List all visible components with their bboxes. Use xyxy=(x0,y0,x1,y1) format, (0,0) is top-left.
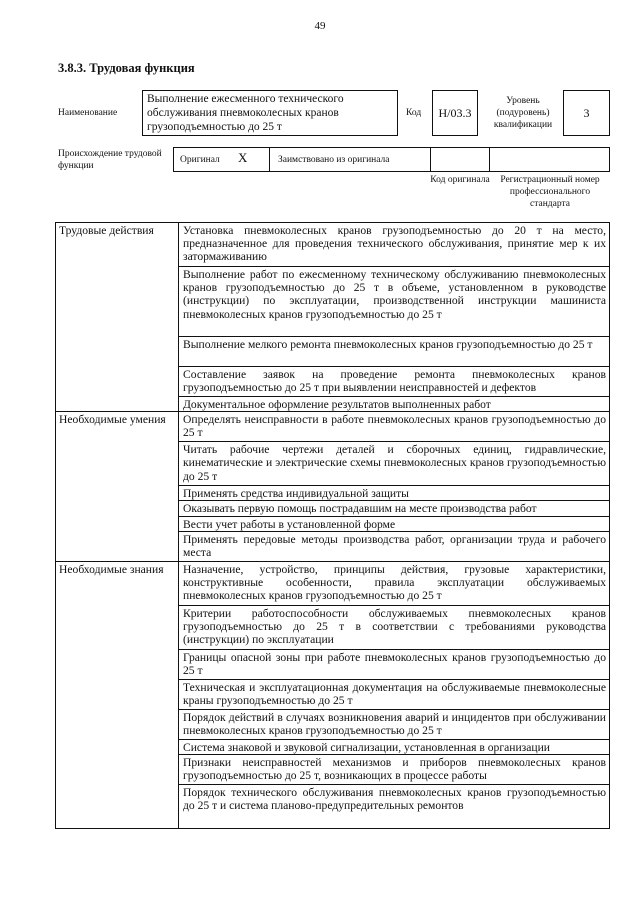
table-cell: Вести учет работы в установленной форме xyxy=(179,516,610,531)
code-label: Код xyxy=(406,108,422,118)
original-mark: X xyxy=(238,150,248,165)
name-label: Наименование xyxy=(58,108,118,118)
page-number: 49 xyxy=(314,20,326,32)
name-value xyxy=(142,90,398,136)
table-cell: Выполнение работ по ежесменному техническому обслуживанию пневмоколесных кранов грузоподъемностью до 25 т в объеме, установленном в руководстве (инструкции) по эксплуатации, производственной инструкции машиниста пневмоколесных кранов грузоподъемностью до 25 т xyxy=(179,267,610,337)
table-cell: Техническая и эксплуатационная документация на обслуживаемые пневмоколесные краны грузоподъемностью до 25 т xyxy=(179,679,610,709)
code-value-text: H/03.3 xyxy=(438,105,472,120)
table-cell: Документальное оформление результатов выполненных работ xyxy=(179,397,610,412)
table-row xyxy=(56,223,610,267)
table-cell: Читать рабочие чертежи деталей и сборочных единиц, гидравлические, кинематические и электрические схемы пневмоколесных кранов грузоподъемностью до 25 т xyxy=(179,442,610,486)
origin-divider-2 xyxy=(430,147,431,172)
function-table xyxy=(55,222,610,829)
table-cell: Порядок технического обслуживания пневмоколесных кранов грузоподъемностью до 25 т и система планово-предупредительных ремонтов xyxy=(179,785,610,829)
level-value xyxy=(563,90,610,136)
table-cell: Признаки неисправностей механизмов и приборов пневмоколесных кранов грузоподъемностью до 25 т, возникающих в процессе работы xyxy=(179,755,610,785)
code-original-label: Код оригинала xyxy=(430,175,490,185)
table-row xyxy=(56,561,610,605)
table-cell: Выполнение мелкого ремонта пневмоколесных кранов грузоподъемностью до 25 т xyxy=(179,337,610,367)
table-cell: Установка пневмоколесных кранов грузоподъемностью до 20 т на место, предназначенное для проведения технического обслуживания, принятие мер к их затормаживанию xyxy=(179,223,610,267)
origin-label: Происхождение трудовой функции xyxy=(58,149,162,171)
table-row xyxy=(56,412,610,442)
table-cell: Применять средства индивидуальной защиты xyxy=(179,486,610,501)
reg-number-label: Регистрационный номер профессионального стандарта xyxy=(500,175,600,209)
table-cell: Применять передовые методы производства работ, организации труда и рабочего места xyxy=(179,531,610,561)
origin-divider-1 xyxy=(269,147,270,172)
category-skills: Необходимые умения xyxy=(56,412,179,562)
table-cell: Оказывать первую помощь пострадавшим на месте производства работ xyxy=(179,501,610,516)
table-cell: Система знаковой и звуковой сигнализации, установленная в организации xyxy=(179,739,610,754)
table-cell: Порядок действий в случаях возникновения аварий и инцидентов при обслуживании пневмоколесных кранов грузоподъемностью до 25 т xyxy=(179,709,610,739)
category-knowledge: Необходимые знания xyxy=(56,561,179,828)
code-value xyxy=(432,90,478,136)
borrowed-label: Заимствовано из оригинала xyxy=(278,155,390,165)
table-cell: Критерии работоспособности обслуживаемых пневмоколесных кранов грузоподъемностью до 25 т в соответствии с требованиями руководства (инструкции) по эксплуатации xyxy=(179,605,610,649)
section-title: 3.8.3. Трудовая функция xyxy=(58,61,195,75)
table-cell: Назначение, устройство, принципы действия, грузовые характеристики, конструктивные особенности, правила эксплуатации обслуживаемых пневмоколесных кранов грузоподъемностью до 25 т xyxy=(179,561,610,605)
name-value-text: Выполнение ежесменного технического обслуживания пневмоколесных кранов грузоподъемностью до 25 т xyxy=(147,93,344,133)
level-label: Уровень (подуровень) квалификации xyxy=(493,96,553,130)
table-cell: Определять неисправности в работе пневмоколесных кранов грузоподъемностью до 25 т xyxy=(179,412,610,442)
category-actions: Трудовые действия xyxy=(56,223,179,412)
origin-divider-3 xyxy=(489,147,490,172)
table-cell: Границы опасной зоны при работе пневмоколесных кранов грузоподъемностью до 25 т xyxy=(179,649,610,679)
level-value-text: 3 xyxy=(583,105,590,120)
original-label: Оригинал xyxy=(180,155,220,165)
table-cell: Составление заявок на проведение ремонта пневмоколесных кранов грузоподъемностью до 25 т при выявлении неисправностей и дефектов xyxy=(179,367,610,397)
